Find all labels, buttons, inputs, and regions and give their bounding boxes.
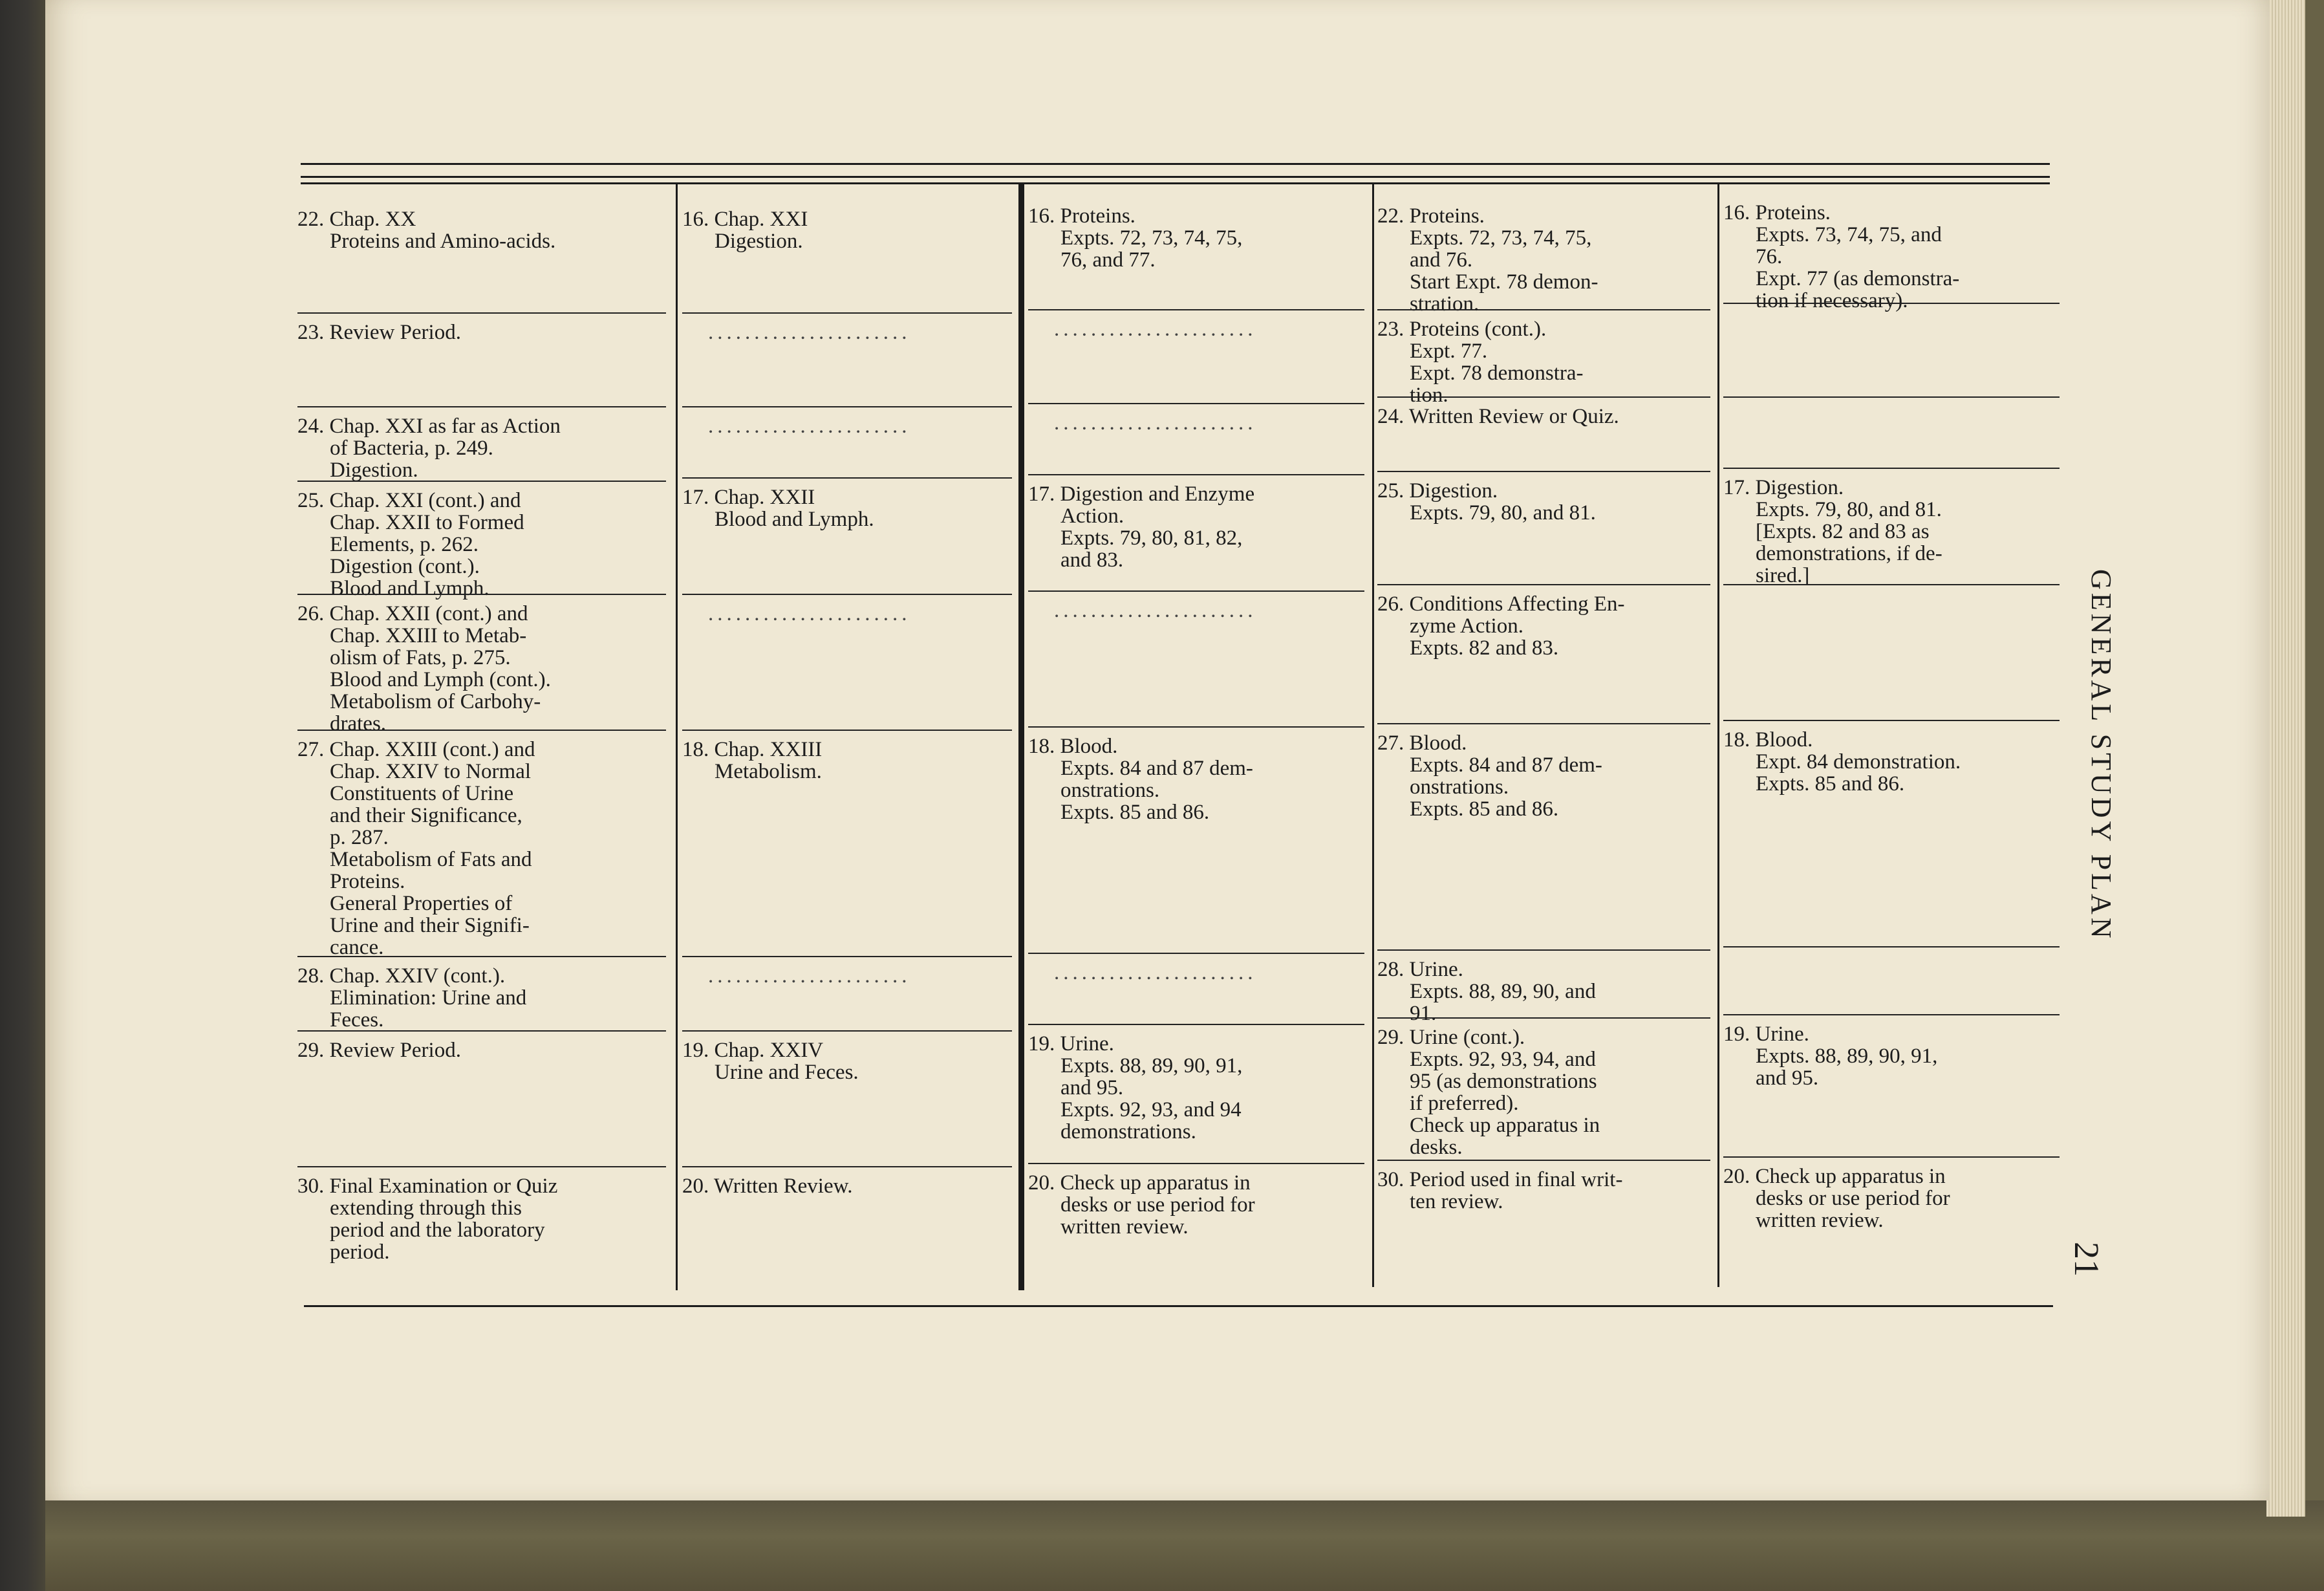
entry-line: written review. [1756,1209,1884,1232]
entry-heading: 23. Proteins (cont.). [1377,318,1547,341]
entry-line: Expt. 78 demonstra- [1410,362,1584,385]
entry-line: Expts. 82 and 83. [1410,636,1559,660]
entry-line: sired.] [1756,564,1810,587]
entry-line: General Properties of [330,892,513,915]
bottom-rule [304,1305,2053,1307]
column-divider-2-heavy [1018,184,1024,1290]
entry-heading: 18. Chap. XXIII [682,738,823,761]
entry-heading: 25. Chap. XXI (cont.) and [297,489,521,512]
entry-heading: 18. Blood. [1028,735,1118,758]
entry-line: Start Expt. 78 demon- [1410,270,1598,294]
top-rule-3 [301,182,2050,184]
table-cell [297,730,666,958]
entry-line: and 76. [1410,248,1473,272]
entry-heading: 28. Chap. XXIV (cont.). [297,964,506,988]
entry-line: Expts. 84 and 87 dem- [1060,757,1253,780]
entry-heading: 22. Proteins. [1377,204,1485,228]
entry-heading: 30. Final Examination or Quiz [297,1174,558,1198]
table-cell [1377,309,1710,406]
entry-heading: 24. Written Review or Quiz. [1377,405,1619,428]
entry-line: Expts. 85 and 86. [1060,801,1210,824]
leader-dots: ...................... [708,964,911,988]
entry-line: Blood and Lymph. [715,508,874,531]
entry-line: Chap. XXII to Formed [330,511,524,534]
table-cell [1723,720,2060,795]
entry-line: desks. [1410,1136,1463,1159]
table-cell [1377,949,1710,1024]
entry-heading: 19. Chap. XXIV [682,1039,824,1062]
entry-line: Blood and Lymph (cont.). [330,668,551,691]
entry-line: demonstrations, if de- [1756,542,1942,565]
entry-line: Constituents of Urine [330,782,514,805]
column-divider-4 [1717,184,1719,1287]
entry-line: Expts. 73, 74, 75, and [1756,223,1942,246]
table-cell [682,406,1012,437]
entry-line: Digestion. [330,459,418,482]
entry-line: ten review. [1410,1190,1503,1213]
leader-dots: ...................... [1054,411,1257,435]
entry-line: zyme Action. [1410,614,1523,638]
entry-line: Expts. 79, 80, and 81. [1410,501,1596,525]
top-rule-2 [301,176,2050,178]
entry-heading: 27. Chap. XXIII (cont.) and [297,738,535,761]
entry-line: written review. [1060,1215,1189,1239]
table-cell [1723,303,2060,312]
table-cell [682,594,1012,625]
table-cell [1723,468,2060,587]
entry-line: Blood and Lymph. [330,577,490,600]
running-head [2085,569,2118,621]
entry-heading: 19. Urine. [1723,1023,1809,1046]
table-cell [1723,1014,2060,1089]
entry-heading: 19. Urine. [1028,1032,1114,1055]
entry-line: desks or use period for [1060,1193,1255,1217]
entry-heading: 20. Check up apparatus in [1723,1165,1946,1188]
table-cell [682,200,1012,252]
entry-line: Expts. 84 and 87 dem- [1410,753,1602,777]
entry-line: Expt. 77 (as demonstra- [1756,267,1960,290]
entry-line: onstrations. [1410,775,1509,799]
entry-line: Elements, p. 262. [330,533,479,556]
entry-line: Expts. 85 and 86. [1756,772,1905,796]
table-cell [297,312,666,343]
entry-heading: 24. Chap. XXI as far as Action [297,415,561,438]
leader-dots: ...................... [1054,318,1257,341]
table-cell [682,730,1012,783]
table-cell [1028,1024,1364,1143]
book-cover-bottom [45,1500,2324,1591]
entry-heading: 17. Chap. XXII [682,486,815,509]
entry-line: period and the laboratory [330,1218,545,1242]
entry-heading: 20. Written Review. [682,1174,853,1198]
entry-heading: 23. Review Period. [297,321,461,344]
table-cell [297,406,666,481]
entry-line: Expts. 92, 93, 94, and [1410,1048,1596,1071]
entry-line: Feces. [330,1008,384,1032]
table-cell [297,594,666,735]
entry-line: drates. [330,712,387,735]
entry-line: Expts. 88, 89, 90, 91, [1756,1044,1938,1068]
entry-heading: 18. Blood. [1723,728,1813,752]
column-divider-1 [676,184,678,1290]
entry-line: Metabolism of Fats and [330,848,532,871]
entry-line: Expts. 79, 80, 81, 82, [1060,526,1243,550]
entry-line: and 95. [1756,1066,1819,1090]
entry-line: Expts. 92, 93, and 94 [1060,1098,1242,1121]
entry-line: Elimination: Urine and [330,986,527,1010]
table-cell [682,1166,1012,1197]
table-cell [1028,953,1364,984]
entry-heading: 16. Chap. XXI [682,208,808,231]
entry-line: Expts. 88, 89, 90, 91, [1060,1054,1243,1077]
table-cell [1377,1017,1710,1158]
entry-line: Metabolism. [715,760,822,783]
entry-heading: 16. Proteins. [1028,204,1135,228]
table-cell [1723,1156,2060,1231]
entry-line: [Expts. 82 and 83 as [1756,520,1930,543]
entry-heading: 26. Conditions Affecting En- [1377,592,1625,616]
entry-line: Proteins and Amino-acids. [330,230,556,253]
table-cell [682,312,1012,343]
entry-line: onstrations. [1060,779,1160,802]
entry-line: period. [330,1240,390,1264]
book-cover-left [0,0,45,1591]
entry-heading: 28. Urine. [1377,958,1463,981]
table-cell [297,481,666,600]
table-cell [1028,474,1364,571]
entry-line: 91. [1410,1002,1437,1025]
table-cell [297,1166,666,1263]
entry-line: olism of Fats, p. 275. [330,646,511,669]
entry-line: Expts. 72, 73, 74, 75, [1060,226,1243,250]
entry-line: 76, and 77. [1060,248,1156,272]
table-cell [682,1030,1012,1083]
entry-line: Chap. XXIII to Metab- [330,624,527,647]
table-cell [1723,584,2060,593]
table-cell [1723,946,2060,955]
entry-line: Expt. 77. [1410,340,1488,363]
page-edge [2266,0,2305,1517]
table-cell [297,956,666,1031]
entry-line: Expts. 85 and 86. [1410,797,1559,821]
entry-line: if preferred). [1410,1092,1519,1115]
entry-heading: 17. Digestion. [1723,476,1844,499]
table-cell [297,200,666,252]
entry-line: Expt. 84 demonstration. [1756,750,1961,774]
entry-line: Expts. 79, 80, and 81. [1756,498,1942,521]
entry-line: 76. [1756,245,1783,268]
entry-line: extending through this [330,1196,522,1220]
table-cell [682,956,1012,987]
table-cell [1028,309,1364,340]
entry-line: tion if necessary). [1756,289,1908,312]
table-cell [1028,726,1364,823]
table-cell [297,1030,666,1061]
table-cell [1377,723,1710,820]
entry-line: Digestion. [715,230,803,253]
leader-dots: ...................... [708,321,911,344]
table-cell [1723,396,2060,406]
entry-line: Expts. 88, 89, 90, and [1410,980,1596,1003]
leader-dots: ...................... [1054,599,1257,622]
entry-line: Digestion (cont.). [330,555,480,578]
page-number: 21 [2067,1242,2106,1277]
entry-line: demonstrations. [1060,1120,1196,1143]
table-cell [1723,194,2060,312]
table-cell [1377,396,1710,428]
entry-line: of Bacteria, p. 249. [330,437,493,460]
entry-line: Metabolism of Carbohy- [330,690,541,713]
entry-heading: 17. Digestion and Enzyme [1028,482,1255,506]
table-cell [1028,590,1364,622]
top-rule-1 [301,163,2050,165]
entry-line: desks or use period for [1756,1187,1950,1210]
leader-dots: ...................... [708,415,911,438]
entry-heading: 29. Review Period. [297,1039,461,1062]
leader-dots: ...................... [708,602,911,625]
entry-line: Urine and Feces. [715,1061,859,1084]
leader-dots: ...................... [1054,961,1257,984]
entry-line: and their Significance, [330,804,522,827]
entry-line: Check up apparatus in [1410,1114,1600,1137]
entry-heading: 30. Period used in final writ- [1377,1168,1623,1191]
table-cell [1377,1160,1710,1213]
entry-line: p. 287. [330,826,389,849]
table-cell [1028,1163,1364,1238]
table-cell [1028,197,1364,271]
entry-heading: 26. Chap. XXII (cont.) and [297,602,528,625]
entry-line: Proteins. [330,870,405,893]
entry-heading: 29. Urine (cont.). [1377,1026,1525,1049]
entry-heading: 16. Proteins. [1723,201,1831,224]
entry-line: and 95. [1060,1076,1124,1099]
entry-line: 95 (as demonstrations [1410,1070,1597,1093]
table-cell [1377,197,1710,315]
entry-line: Urine and their Signifi- [330,914,530,937]
table-cell [1377,471,1710,524]
table-cell [1028,403,1364,434]
entry-line: Expts. 72, 73, 74, 75, [1410,226,1592,250]
table-cell [1377,584,1710,659]
column-divider-3 [1372,184,1374,1287]
entry-line: stration. [1410,292,1479,316]
entry-line: and 83. [1060,548,1124,572]
entry-line: tion. [1410,384,1448,407]
entry-line: cance. [330,936,384,959]
entry-heading: 25. Digestion. [1377,479,1498,503]
entry-line: Action. [1060,504,1124,528]
entry-heading: 22. Chap. XX [297,208,416,231]
entry-line: Chap. XXIV to Normal [330,760,532,783]
entry-heading: 20. Check up apparatus in [1028,1171,1251,1195]
table-cell [682,477,1012,530]
entry-heading: 27. Blood. [1377,731,1467,755]
